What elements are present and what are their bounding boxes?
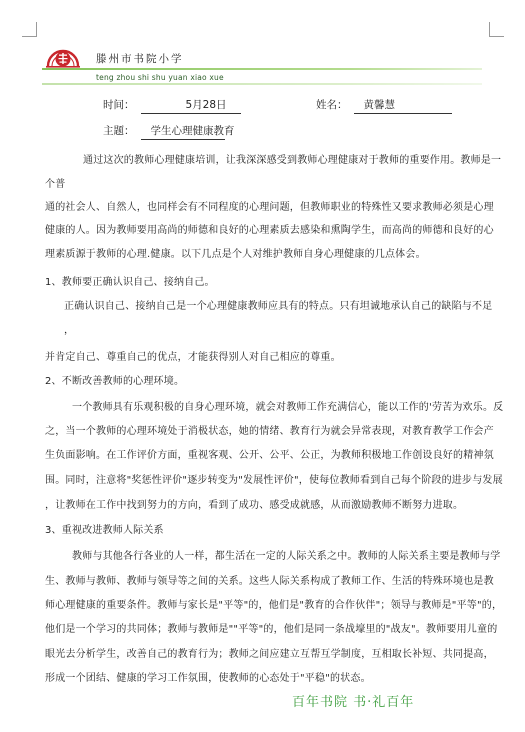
time-value: 5月28日 xyxy=(141,98,241,114)
body-line: 生负面影响。在工作评价方面，重视客观、公开、公平、公正，为教师积极地工作创设良好的精神氛 xyxy=(45,450,494,461)
header-rule-top xyxy=(42,68,482,70)
body-line: 正确认识自己、接纳自己是一个心理健康教师应具有的特点。只有坦诚地承认自己的缺陷与不足 xyxy=(64,301,493,312)
topic-label: 主题： xyxy=(103,125,135,137)
body-line: 通过这次的教师心理健康培训，让我深深感受到教师心理健康对于教师的重要作用。教师是一 xyxy=(83,155,502,166)
body-line: 师心理健康的重要条件。教师与家长是"平等"的，他们是"教育的合作伙伴"；领导与教师是"平等"的， xyxy=(45,600,503,611)
topic-field xyxy=(103,123,235,140)
school-name-pinyin: teng zhou shi shu yuan xiao xue xyxy=(96,73,224,82)
section-heading: 1、教师要正确认识自己、接纳自己。 xyxy=(45,277,215,288)
school-name: 滕州市书院小学 xyxy=(96,53,184,65)
crop-mark-top-right xyxy=(489,22,504,37)
section-heading: 3、重视改进教师人际关系 xyxy=(45,525,164,536)
school-logo-icon xyxy=(42,40,84,70)
section-heading: 2、不断改善教师的心理环境。 xyxy=(45,376,185,387)
name-field xyxy=(316,97,452,114)
body-line: 围。同时，注意将"奖惩性评价"逐步转变为"发展性评价"，使每位教师看到自己每个阶段的进步与发展 xyxy=(45,475,503,486)
crop-mark-top-left xyxy=(22,22,37,37)
body-line: 通的社会人、自然人，也同样会有不同程度的心理问题，但教师职业的特殊性又要求教师必须是心理 xyxy=(45,202,494,213)
body-line: ， xyxy=(64,325,75,336)
body-line: 生、教师与教师、教师与领导等之间的关系。这些人际关系构成了教师工作、生活的特殊环境也是教 xyxy=(45,576,494,587)
body-line: 之，当一个教师的心理环境处于消极状态，她的情绪、教育行为就会异常表现，对教育教学工作会产 xyxy=(45,426,494,437)
name-value: 黄馨慧 xyxy=(354,98,452,114)
body-line: ，让教师在工作中找到努力的方向，看到了成功、感受成就感，从而激励教师不断努力进取。 xyxy=(45,500,464,511)
time-field xyxy=(103,97,241,114)
header-rule-bottom xyxy=(42,83,482,85)
body-line: 眼光去分析学生，改善自己的教育行为；教师之间应建立互帮互学制度，互相取长补短、共同提高， xyxy=(45,649,494,660)
body-line: 一个教师具有乐观积极的自身心理环境，就会对教师工作充满信心，能以工作的'劳苦为欢乐。反 xyxy=(72,402,504,413)
body-line: 理素质源于教师的心理.健康。以下几点是个人对维护教师自身心理健康的几点体会。 xyxy=(45,249,426,260)
name-label: 姓名： xyxy=(316,99,348,111)
body-line: 教师与其他各行各业的人一样，都生活在一定的人际关系之中。教师的人际关系主要是教师与学 xyxy=(72,551,501,562)
topic-value: 学生心理健康教育 xyxy=(141,124,225,140)
footer-slogan: 百年书院 书·礼百年 xyxy=(292,695,415,710)
body-line: 个普 xyxy=(45,179,66,190)
body-line: 他们是一个学习的共同体；教师与教师是""平等"的，他们是同一条战壕里的"战友"。教师要用儿童的 xyxy=(45,624,498,635)
body-line: 健康的人。因为教师要用高尚的师德和良好的心理素质去感染和熏陶学生，而高尚的师德和良好的心 xyxy=(45,225,494,236)
body-line: 形成一个团结、健康的学习工作氛围，使教师的心态处于"平稳"的状态。 xyxy=(45,673,371,684)
body-line: 并肯定自己、尊重自己的优点，才能获得别人对自己相应的尊重。 xyxy=(45,352,341,363)
time-label: 时间： xyxy=(103,99,135,111)
